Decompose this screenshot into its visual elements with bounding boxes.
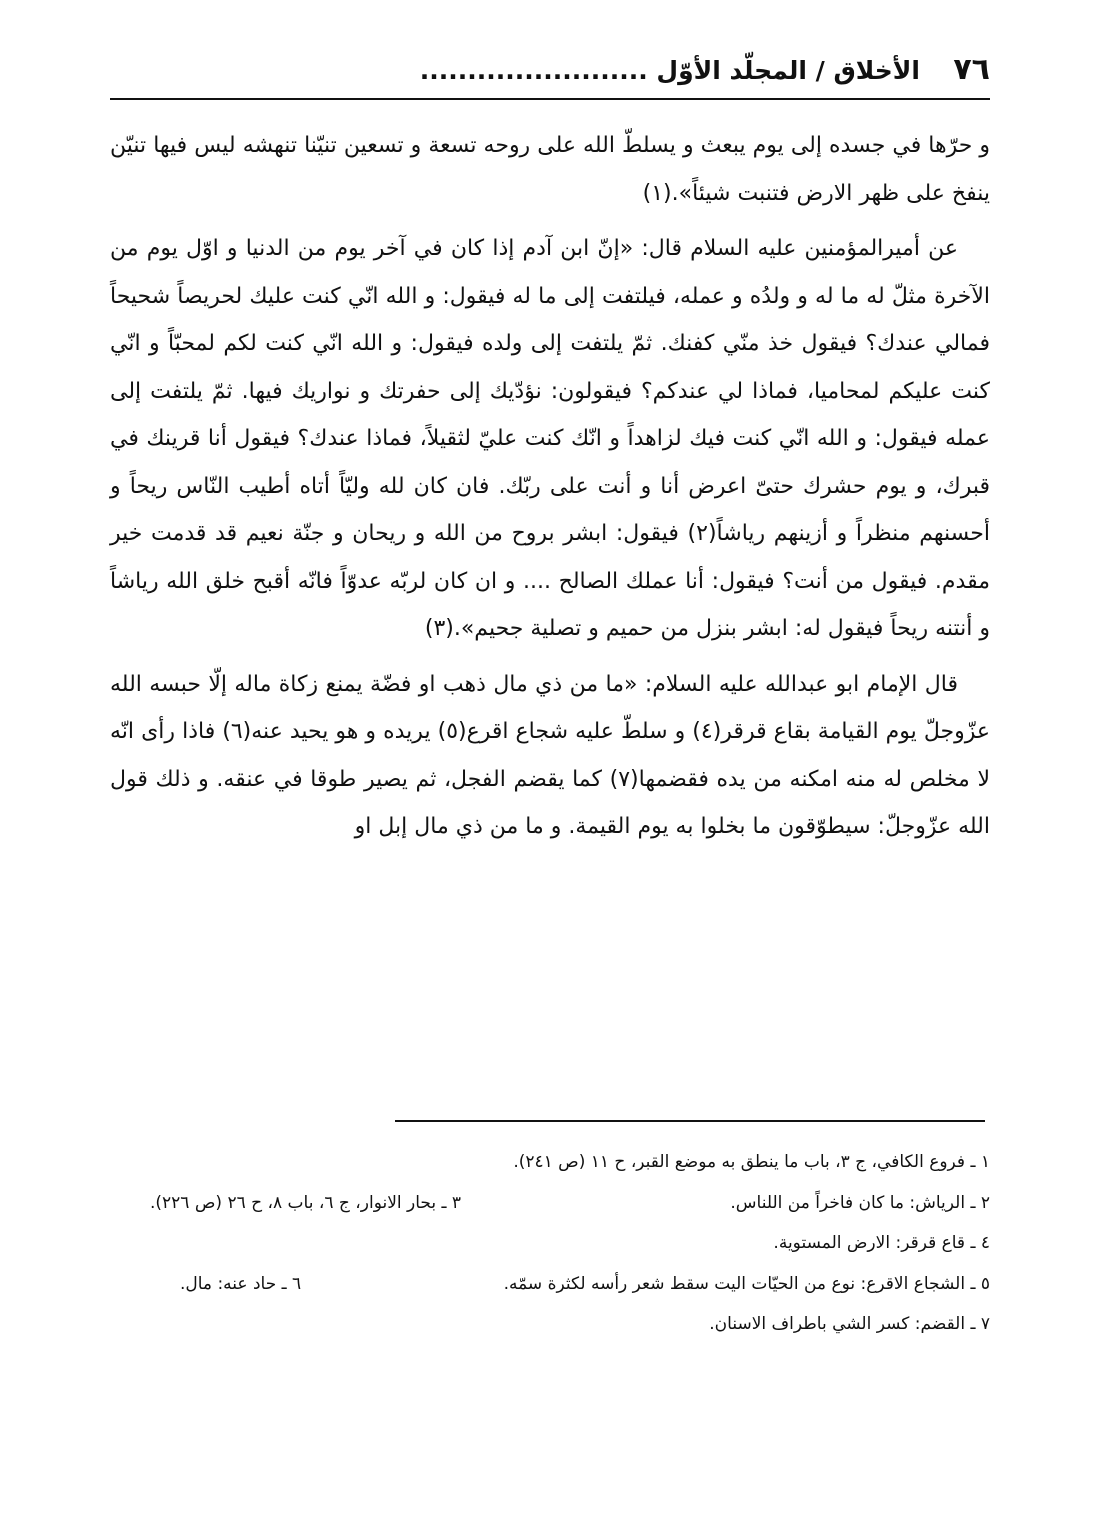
footnote-1: ١ ـ فروع الكافي، ج ٣، باب ما ينطق به موضع القبر، ح ١١ (ص ٢٤١). — [513, 1152, 990, 1172]
footnote-4: ٤ ـ قاع قرقر: الارض المستوية. — [773, 1233, 990, 1253]
paragraph-continuation: و حرّها في جسده إلى يوم يبعث و يسلطّ الله على روحه تسعة و تسعين تنيّنا تنهشه ليس فيها تنيّن ينفخ على ظهر الارض فتنبت شيئاً».(١) — [110, 133, 990, 206]
running-title: الأخلاق / المجلّد الأوّل ........................ — [419, 56, 920, 85]
footnote-2: ٢ ـ الرياش: ما كان فاخراً من اللناس. — [730, 1192, 990, 1213]
main-text — [110, 122, 990, 851]
paragraph-abu-abdullah: قال الإمام ابو عبدالله عليه السلام: «ما من ذي مال ذهب او فضّة يمنع زكاة ماله إلّا حبسه الله عزّوجلّ يوم القيامة بقاع قرقر(٤) و سلطّ عليه شجاع اقرع(٥) يريده و هو يحيد عنه(٦) فاذا رأى انّه لا مخلص له منه امكنه من يده فقضمها(٧) كما يقضم الفجل، ثم يصير طوقا في عنقه. و ذلك قول الله عزّوجلّ: سيطوّقون ما بخلوا به يوم القيمة. و ما من ذي مال إبل او — [110, 671, 991, 839]
page-header — [110, 50, 990, 100]
footnote-rule — [395, 1120, 985, 1122]
footnote-3: ٣ ـ بحار الانوار، ج ٦، باب ٨، ح ٢٦ (ص ٢٢٦). — [150, 1192, 462, 1213]
footnote-5: ٥ ـ الشجاع الاقرع: نوع من الحيّات اليت سقط شعر رأسه لكثرة سمّه. — [503, 1273, 990, 1294]
page-number: ٧٦ — [953, 52, 990, 87]
paragraph-amir-almuminin: عن أميرالمؤمنين عليه السلام قال: «إنّ ابن آدم إذا كان في آخر يوم من الدنيا و اوّل يوم من الآخرة مثلّ له ما له و ولدُه و عمله، فيلتفت إلى ما له فيقول: و الله انّي كنت عليك لحريصاً شحيحاً فمالي عندك؟ فيقول خذ منّي كفنك. ثمّ يلتفت إلى ولده فيقول: و الله انّي كنت لكم لمحبّاً و انّي كنت عليكم لمحاميا، فماذا لي عندكم؟ فيقولون: نؤدّيك إلى حفرتك و نواريك فيها. ثمّ يلتفت إلى عمله فيقول: و الله انّي كنت فيك لزاهداً و انّك كنت عليّ لثقيلاً، فماذا عندك؟ فيقول أنا قرينك في قبرك، و يوم حشرك حتىّ اعرض أنا و أنت على ربّك. فان كان لله وليّاً أتاه أطيب النّاس ريحاً و أحسنهم منظراً و أزينهم رياشاً(٢) فيقول: ابشر بروح من الله و ريحان و جنّة نعيم قد قدمت خير مقدم. فيقول من أنت؟ فيقول: أنا عملك الصالح .... و ان كان لربّه عدوّاً فانّه أقبح خلق الله رياشاً و أنتنه ريحاً فيقول له: ابشر بنزل من حميم و تصلية جحيم».(٣) — [110, 236, 990, 641]
header-rule — [110, 98, 990, 100]
footnote-line-5 — [110, 1312, 990, 1337]
footnote-line-4 — [110, 1272, 990, 1297]
footnotes — [110, 1150, 990, 1353]
footnote-7: ٧ ـ القضم: كسر الشي باطراف الاسنان. — [709, 1314, 990, 1334]
footnote-line-1 — [110, 1150, 990, 1175]
footnote-line-2 — [110, 1191, 990, 1216]
footnote-6: ٦ ـ حاد عنه: مال. — [180, 1273, 302, 1294]
footnote-line-3 — [110, 1231, 990, 1256]
